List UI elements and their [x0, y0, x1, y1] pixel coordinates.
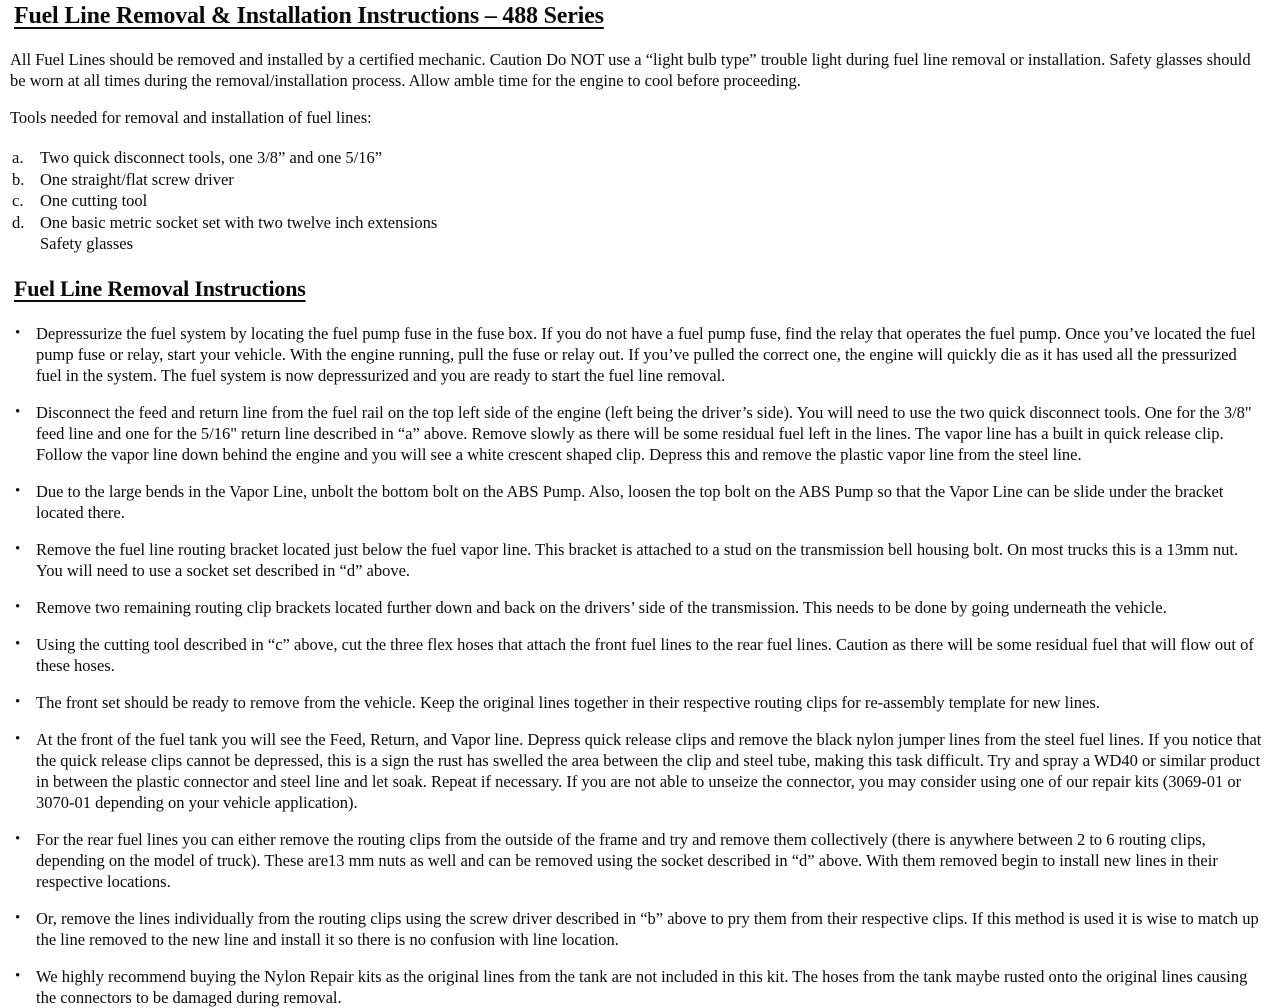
list-item	[10, 692, 1266, 713]
list-item	[10, 190, 1266, 212]
list-item	[10, 829, 1266, 892]
section-heading: Fuel Line Removal Instructions	[14, 275, 306, 301]
list-text: One straight/flat screw driver	[40, 169, 234, 189]
list-item	[10, 634, 1266, 676]
list-text-line: Safety glasses	[40, 234, 134, 253]
list-marker: d.	[12, 212, 25, 232]
step-text: For the rear fuel lines you can either remove the routing clips from the outside of the frame and try and remove them collectively (there is anywhere between 2 to 6 routing clips, depending on the model of truck). These are13 mm nuts as well and can be removed using the socket described in “d” above. With them removed begin to install new lines in their respective locations.	[36, 829, 1218, 891]
steps-list	[10, 323, 1266, 1008]
list-item	[10, 212, 1266, 255]
list-marker: b.	[12, 169, 25, 189]
list-item	[10, 729, 1266, 813]
list-item	[10, 597, 1266, 618]
list-text: One cutting tool	[40, 191, 148, 210]
step-text: Remove the fuel line routing bracket located just below the fuel vapor line. This bracket is attached to a stud on the transmission bell housing bolt. On most trucks this is a 13mm nut. You will need to use a socket set described in “d” above.	[36, 539, 1239, 580]
bullet-icon: •	[15, 730, 21, 747]
list-item	[10, 169, 1266, 191]
list-item	[10, 323, 1266, 386]
document-title: Fuel Line Removal & Installation Instructions – 488 Series	[14, 3, 604, 29]
list-item	[10, 402, 1266, 465]
step-text: The front set should be ready to remove from the vehicle. Keep the original lines together in their respective routing clips for re-assembly template for new lines.	[36, 692, 1100, 712]
list-text	[40, 212, 1266, 255]
list-item	[10, 147, 1266, 169]
bullet-icon: •	[15, 635, 21, 652]
bullet-icon: •	[15, 324, 21, 341]
intro-paragraph: All Fuel Lines should be removed and installed by a certified mechanic. Caution Do NOT use a “light bulb type” trouble light during fuel line removal or installation. Safety glasses should be worn at all times during the removal/installation process. Allow amble time for the engine to cool before proceeding.	[10, 50, 1251, 90]
bullet-icon: •	[15, 540, 21, 557]
bullet-icon: •	[15, 482, 21, 499]
step-text: Disconnect the feed and return line from the fuel rail on the top left side of the engine (left being the driver’s side). You will need to use the two quick disconnect tools. One for the 3/8" feed line and one for the 5/16" return line described in “a” above. Remove slowly as there will be some residual fuel left in the lines. The vapor line has a built in quick release clip. Follow the vapor line down behind the engine and you will see a white crescent shaped clip. Depress this and remove the plastic vapor line from the steel line.	[36, 402, 1252, 464]
bullet-icon: •	[15, 830, 21, 847]
bullet-icon: •	[15, 693, 21, 710]
step-text: At the front of the fuel tank you will see the Feed, Return, and Vapor line. Depress quick release clips and remove the black nylon jumper lines from the steel fuel lines. If you notice that the quick release clips cannot be depressed, this is a sign the rust has swelled the area between the clip and steel tube, making this task difficult. Try and spray a WD40 or similar product in between the plastic connector and steel line and let soak. Repeat if necessary. If you are not able to unseize the connector, you may consider using one of our repair kits (3069-01 or 3070-01 depending on your vehicle application).	[36, 729, 1262, 812]
list-text: Two quick disconnect tools, one 3/8” and one 5/16”	[40, 148, 383, 167]
step-text: Remove two remaining routing clip brackets located further down and back on the drivers’ side of the transmission. This needs to be done by going underneath the vehicle.	[36, 597, 1167, 617]
step-text: Or, remove the lines individually from the routing clips using the screw driver described in “b” above to pry them from their respective clips. If this method is used it is wise to match up the line removed to the new line and install it so there is no confusion with line location.	[36, 908, 1259, 949]
list-text-line: One basic metric socket set with two twelve inch extensions	[40, 212, 438, 232]
bullet-icon: •	[15, 403, 21, 420]
bullet-icon: •	[15, 967, 21, 984]
tools-intro: Tools needed for removal and installation of fuel lines:	[10, 108, 372, 127]
list-item	[10, 481, 1266, 523]
bullet-icon: •	[15, 598, 21, 615]
bullet-icon: •	[15, 909, 21, 926]
list-item	[10, 908, 1266, 950]
list-marker: a.	[12, 148, 24, 167]
tools-list	[10, 147, 1266, 255]
step-text: Due to the large bends in the Vapor Line, unbolt the bottom bolt on the ABS Pump. Also, loosen the top bolt on the ABS Pump so that the Vapor Line can be slide under the bracket located there.	[36, 481, 1224, 522]
step-text: We highly recommend buying the Nylon Repair kits as the original lines from the tank are not included in this kit. The hoses from the tank maybe rusted onto the original lines causing the connectors to be damaged during removal.	[36, 966, 1248, 1007]
list-marker: c.	[12, 191, 24, 210]
list-item	[10, 966, 1266, 1008]
step-text: Using the cutting tool described in “c” above, cut the three flex hoses that attach the front fuel lines to the rear fuel lines. Caution as there will be some residual fuel that will flow out of these hoses.	[36, 634, 1254, 675]
step-text: Depressurize the fuel system by locating the fuel pump fuse in the fuse box. If you do not have a fuel pump fuse, find the relay that operates the fuel pump. Once you’ve located the fuel pump fuse or relay, start your vehicle. With the engine running, pull the fuse or relay out. If you’ve pulled the correct one, the engine will quickly die as it has used all the pressurized fuel in the system. The fuel system is now depressurized and you are ready to start the fuel line removal.	[36, 323, 1256, 385]
list-item	[10, 539, 1266, 581]
